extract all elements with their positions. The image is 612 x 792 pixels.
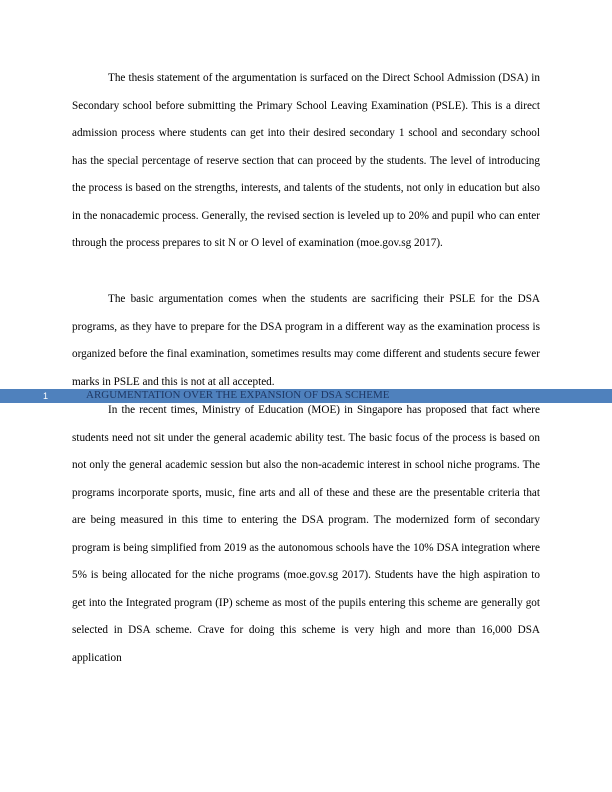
paragraph-basic-argumentation: The basic argumentation comes when the students are sacrificing their PSLE for the DSA programs, as they have to prepare for the DSA program in a different way as the examination process is organized before the final examination, sometimes results may come different and students secure fewer marks in PSLE and this is not at all accepted. [72, 293, 540, 388]
running-head-title: ARGUMENTATION OVER THE EXPANSION OF DSA SCHEME [86, 389, 390, 401]
paragraph-dsa-thesis: The thesis statement of the argumentation is surfaced on the Direct School Admission (DSA) in Secondary school before submitting the Primary School Leaving Examination (PSLE). This is a direct admission process where students can get into their desired secondary 1 school and secondary school has the special percentage of reserve section that can proceed by the students. The level of introducing the process is based on the strengths, interests, and talents of the students, not only in education but also in the nonacademic process. Generally, the revised section is leveled up to 20% and pupil who can enter through the process prepares to sit N or O level of examination (moe.gov.sg 2017). [72, 72, 540, 249]
page-number: 1 [43, 391, 49, 401]
paragraph-moe-proposal: In the recent times, Ministry of Education (MOE) in Singapore has proposed that fact where students need not sit under the general academic ability test. The basic focus of the process is based on not only the general academic session but also the non-academic interest in school niche programs. The programs incorporate sports, music, fine arts and all of these and these are the presentable criteria that are being measured in this time to entering the DSA program. The modernized form of secondary program is being simplified from 2019 as the autonomous schools have the 10% DSA integration where 5% is being allocated for the niche programs (moe.gov.sg 2017). Students have the high aspiration to get into the Integrated program (IP) scheme as most of the pupils entering this scheme are generally got selected in DSA scheme. Crave for doing this scheme is very high and more than 16,000 DSA application [72, 404, 540, 664]
